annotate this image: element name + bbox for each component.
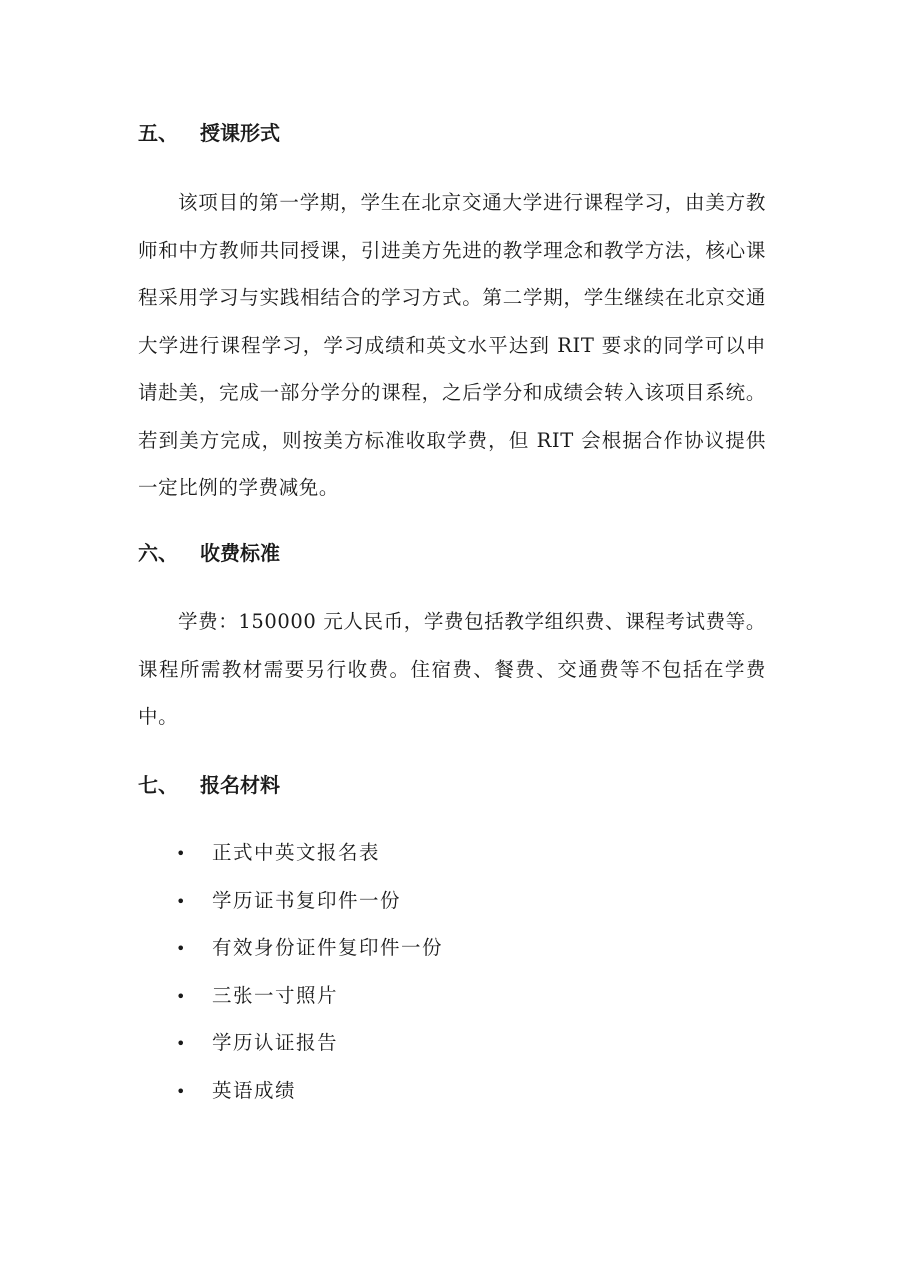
list-item — [176, 931, 443, 979]
section-number: 七、 — [138, 773, 178, 797]
list-item-text: 三张一寸照片 — [212, 983, 339, 1007]
section-heading-teaching-format — [138, 119, 280, 147]
list-item-text: 学历证书复印件一份 — [212, 888, 402, 912]
section-number: 六、 — [138, 541, 178, 565]
bullet-icon: • — [176, 844, 187, 863]
list-item — [176, 836, 443, 884]
application-materials-list — [176, 836, 443, 1121]
bullet-icon: • — [176, 986, 187, 1006]
list-item — [176, 979, 443, 1027]
bullet-icon: • — [176, 939, 187, 958]
section-heading-fee-standard — [138, 539, 280, 567]
section-heading-application-materials — [138, 771, 280, 799]
bullet-icon: • — [176, 1081, 187, 1101]
list-item-text: 英语成绩 — [212, 1078, 297, 1102]
section-number: 五、 — [138, 121, 178, 145]
section-title: 收费标准 — [200, 541, 280, 565]
list-item-text: 正式中英文报名表 — [212, 841, 381, 864]
section-title: 授课形式 — [200, 121, 280, 145]
list-item — [176, 884, 443, 932]
teaching-format-paragraph: 该项目的第一学期，学生在北京交通大学进行课程学习，由美方教师和中方教师共同授课，引进美方先进的教学理念和教学方法，核心课程采用学习与实践相结合的学习方式。第二学期，学生继续在北京交通大学进行课程学习，学习成绩和英文水平达到 RIT 要求的同学可以申请赴美，完成一部分学分的课程，之后学分和成绩会转入该项目系统。若到美方完成，则按美方标准收取学费，但 RIT 会根据合作协议提供一定比例的学费减免。 — [138, 191, 766, 499]
bullet-icon: • — [176, 891, 187, 911]
list-item — [176, 1026, 443, 1074]
bullet-icon: • — [176, 1034, 187, 1053]
list-item-text: 有效身份证件复印件一份 — [212, 936, 444, 959]
fee-standard-paragraph: 学费：150000 元人民币，学费包括教学组织费、课程考试费等。课程所需教材需要另行收费。住宿费、餐费、交通费等不包括在学费中。 — [138, 610, 766, 728]
section-title: 报名材料 — [200, 773, 280, 797]
list-item-text: 学历认证报告 — [212, 1031, 339, 1054]
list-item — [176, 1074, 443, 1122]
